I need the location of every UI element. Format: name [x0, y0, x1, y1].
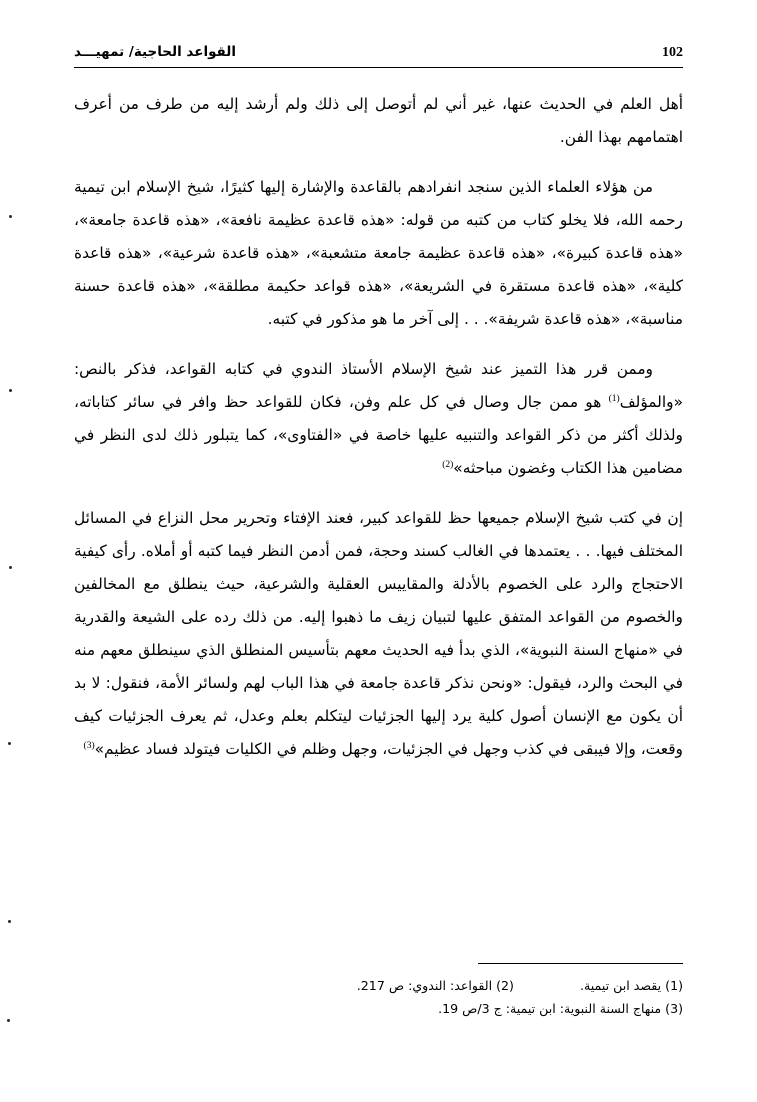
scan-artifact-dot	[9, 215, 12, 218]
scan-artifact-dot	[7, 1019, 10, 1022]
scan-artifact-dot	[9, 566, 12, 569]
footnotes-section	[74, 963, 683, 1020]
footnote-line-2	[74, 997, 683, 1020]
scan-artifact-dot	[8, 920, 11, 923]
footnote-2: (2) القواعد: الندوي: ص 217.	[356, 978, 514, 993]
footnote-1: (1) يقصد ابن تيمية.	[579, 978, 683, 993]
footnote-separator	[478, 963, 683, 964]
page-number: 102	[662, 45, 683, 60]
scan-artifact-dot	[9, 389, 12, 392]
page-content	[74, 44, 683, 766]
paragraph-2	[74, 171, 683, 336]
paragraph-3	[74, 353, 683, 485]
header-title: القواعد الحاجية/ تمهيـــد	[74, 44, 236, 60]
paragraph-4-text: إن في كتب شيخ الإسلام جميعها حظ للقواعد كبير، فعند الإفتاء وتحرير محل النزاع في المسائل المختلف فيها. . . يعتمدها في الغالب كسند وحجة، فمن أدمن النظر فيما كتبه أو أملاه. رأى كيفية الاحتجاج والرد على الخصوم بالأدلة والمقاييس العقلية والشرعية، حيث ينطلق مع المخالفين والخصوم من القواعد المتفق عليها لتبيان زيف ما ذهبوا إليه. من ذلك رده على الشيعة والقدرية في «منهاج السنة النبوية»، الذي بدأ فيه الحديث معهم بتأسيس المنطلق الذي سينطلق معهم منه في البحث والرد، فيقول: «ونحن نذكر قاعدة جامعة في هذا الباب لهم ولسائر الأمة، فنقول: لا بد أن يكون مع الإنسان أصول كلية يرد إليها الجزئيات ليتكلم بعلم وعدل، ثم يعرف الجزئيات كيف وقعت، وإلا فيبقى في كذب وجهل في الجزئيات، وجهل وظلم في الكليات فيتولد فساد عظيم»$^{(3)}$	[74, 509, 683, 758]
footnote-line-1	[74, 974, 683, 997]
paragraph-2-text: من هؤلاء العلماء الذين سنجد انفرادهم بالقاعدة والإشارة إليها كثيرًا، شيخ الإسلام ابن تيمية رحمه الله، فلا يخلو كتاب من كتبه من قوله: «هذه قاعدة عظيمة نافعة»، «هذه قاعدة جامعة»، «هذه قاعدة كبيرة»، «هذه قاعدة عظيمة جامعة متشعبة»، «هذه قاعدة شرعية»، «هذه قاعدة كلية»، «هذه قاعدة مستقرة في الشريعة»، «هذه قواعد حكيمة مطلقة»، «هذه قاعدة حسنة مناسبة»، «هذه قاعدة شريفة». . . إلى آخر ما هو مذكور في كتبه.	[74, 178, 683, 328]
body-text	[74, 88, 683, 766]
page-header	[74, 44, 683, 68]
paragraph-4	[74, 502, 683, 766]
paragraph-3-text: وممن قرر هذا التميز عند شيخ الإسلام الأستاذ الندوي في كتابه القواعد، فذكر بالنص: «والمؤلف$^{(1)}$ هو ممن جال وصال في كل علم وفن، فكان للقواعد حظ وافر في سائر كتاباته، ولذلك أكثر من ذكر القواعد والتنبيه عليها خاصة في «الفتاوى»، كما يتبلور ذلك لدى النظر في مضامين هذا الكتاب وغضون مباحثه»$^{(2)}$	[74, 360, 683, 477]
footnote-3: (3) منهاج السنة النبوية: ابن تيمية: ج 3/ص 19.	[438, 1001, 683, 1016]
paragraph-1	[74, 88, 683, 154]
paragraph-1-text: أهل العلم في الحديث عنها، غير أني لم أتوصل إلى ذلك ولم أرشد إليه من طرف من أعرف اهتمامهم بهذا الفن.	[74, 95, 683, 146]
scan-artifact-dot	[8, 742, 11, 745]
